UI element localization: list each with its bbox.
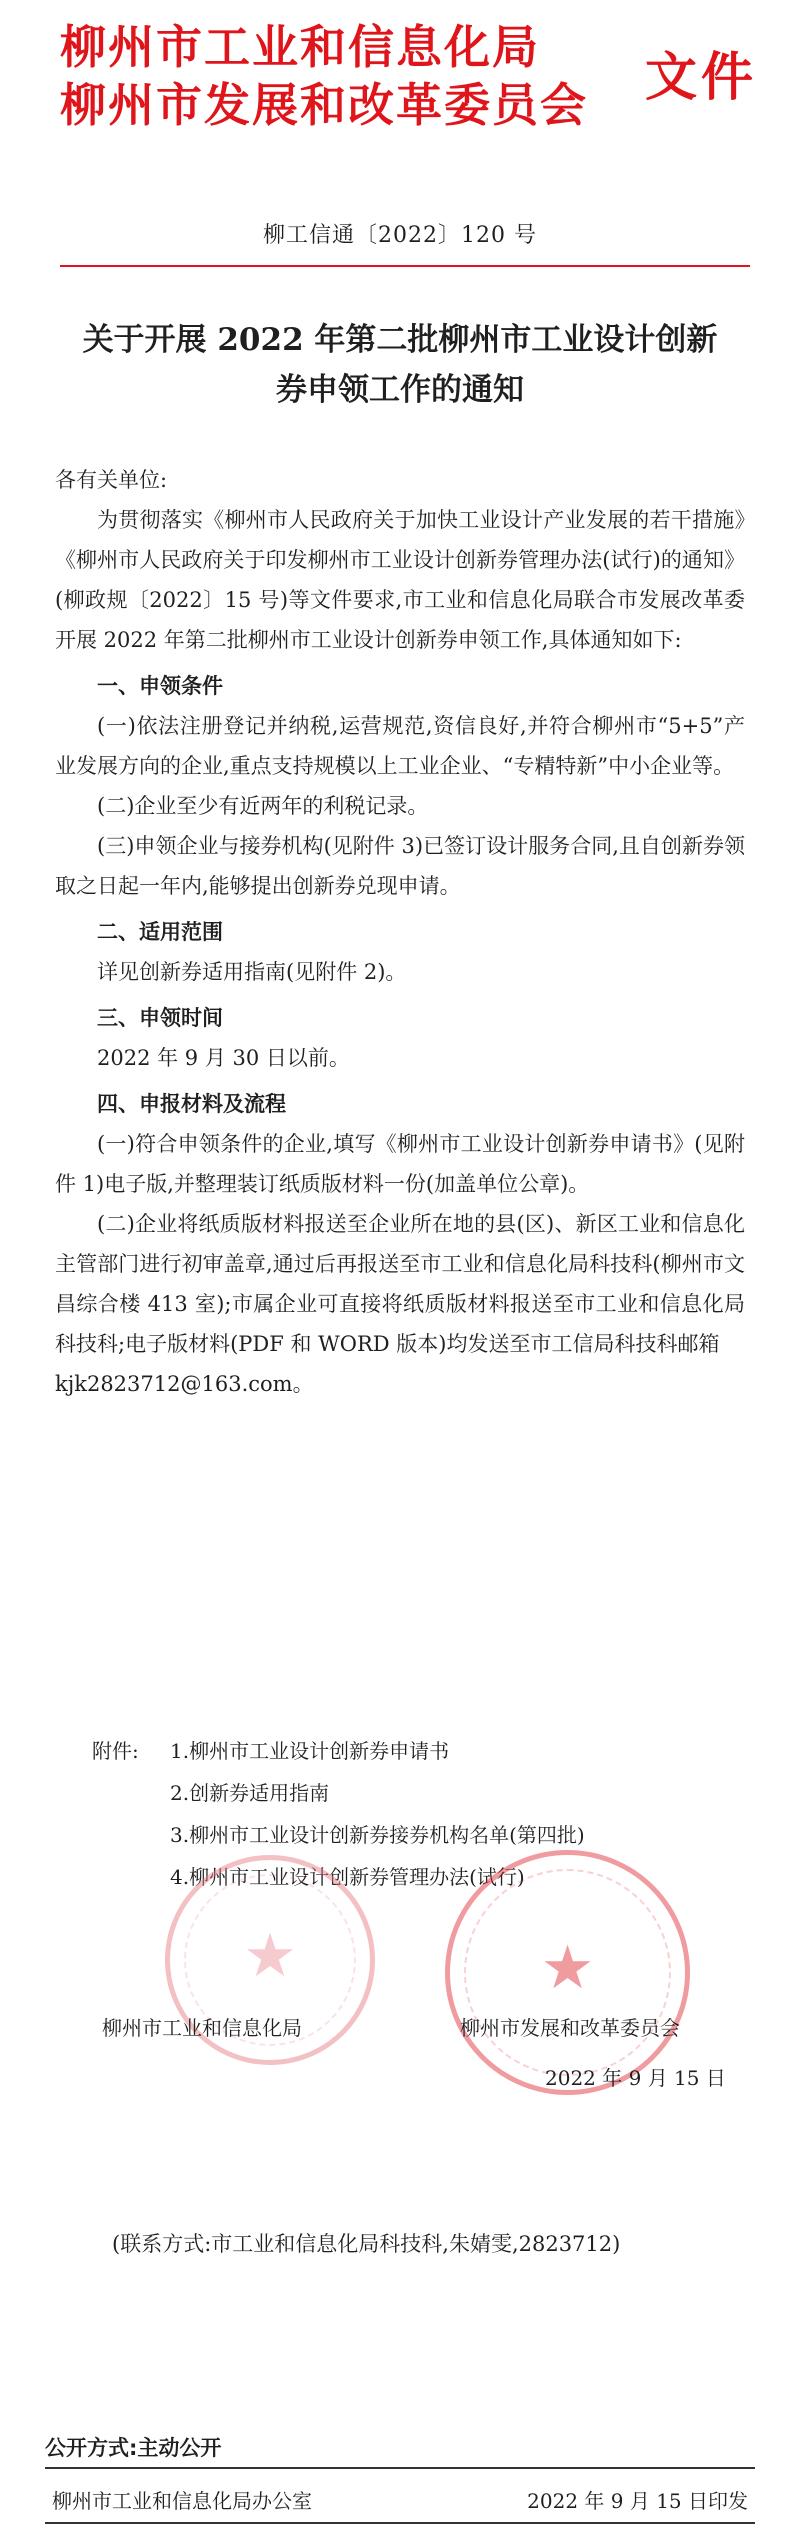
attachments-label: 附件: xyxy=(92,1739,139,1763)
document-number: 柳工信通〔2022〕120 号 xyxy=(263,223,537,248)
document-title: 关于开展 2022 年第二批柳州市工业设计创新券申领工作的通知 xyxy=(82,322,718,408)
attachment-item: 2.创新券适用指南 xyxy=(170,1781,330,1805)
official-seal-2 xyxy=(445,1850,690,2095)
contact-email: kjk2823712@163.com。 xyxy=(55,1372,314,1396)
signature-date: 2022 年 9 月 15 日 xyxy=(545,2066,726,2090)
document-suffix: 文件 xyxy=(645,47,758,108)
section-3-item-1: 2022 年 9 月 30 日以前。 xyxy=(97,1046,350,1070)
publish-mode: 公开方式:主动公开 xyxy=(45,2436,222,2460)
contact-info: (联系方式:市工业和信息化局科技科,朱婧雯,2823712) xyxy=(112,2232,621,2256)
attachment-item xyxy=(92,1730,585,1772)
section-2-heading: 二、适用范围 xyxy=(97,920,223,944)
attachment-item: 3.柳州市工业设计创新券接券机构名单(第四批) xyxy=(170,1823,585,1847)
star-icon: ★ xyxy=(540,1932,595,2003)
print-date: 2022 年 9 月 15 日印发 xyxy=(527,2489,748,2513)
section-1-heading: 一、申领条件 xyxy=(97,674,223,698)
document-body xyxy=(55,460,745,1404)
signature-org-2: 柳州市发展和改革委员会 xyxy=(460,2016,680,2040)
salutation: 各有关单位: xyxy=(55,468,168,492)
issuer-line-2: 柳州市发展和改革委员会 xyxy=(60,78,588,132)
section-4-heading: 四、申报材料及流程 xyxy=(97,1092,286,1116)
intro-paragraph: 为贯彻落实《柳州市人民政府关于加快工业设计产业发展的若干措施》《柳州市人民政府关于印发柳州市工业设计创新券管理办法(试行)的通知》(柳政规〔2022〕15 号)等文件要求,市工业和信息化局联合市发展改革委开展 2022 年第二批柳州市工业设计创新券申领工作,具体通知如下: xyxy=(55,508,745,652)
section-2-item-1: 详见创新券适用指南(见附件 2)。 xyxy=(97,960,407,984)
signature-org-1: 柳州市工业和信息化局 xyxy=(102,2016,302,2040)
star-icon: ★ xyxy=(243,1921,297,1991)
issuing-office: 柳州市工业和信息化局办公室 xyxy=(52,2489,312,2513)
section-1-item-2: (二)企业至少有近两年的利税记录。 xyxy=(97,794,429,818)
footer-divider-top xyxy=(45,2467,755,2469)
document-header xyxy=(60,18,760,138)
attachment-item: 4.柳州市工业设计创新券管理办法(试行) xyxy=(170,1865,525,1889)
footer-divider-bottom xyxy=(45,2522,755,2524)
section-1-item-1: (一)依法注册登记并纳税,运营规范,资信良好,并符合柳州市“5+5”产业发展方向的企业,重点支持规模以上工业企业、“专精特新”中小企业等。 xyxy=(55,714,745,778)
attachment-text: 1.柳州市工业设计创新券申请书 xyxy=(170,1739,450,1763)
header-divider xyxy=(60,265,750,267)
issuer-line-1: 柳州市工业和信息化局 xyxy=(60,20,540,74)
section-4-item-1: (一)符合申领条件的企业,填写《柳州市工业设计创新券申请书》(见附件 1)电子版,并整理装订纸质版材料一份(加盖单位公章)。 xyxy=(55,1132,745,1196)
section-3-heading: 三、申领时间 xyxy=(97,1006,223,1030)
section-1-item-3: (三)申领企业与接券机构(见附件 3)已签订设计服务合同,且自创新券领取之日起一年内,能够提出创新券兑现申请。 xyxy=(55,834,745,898)
section-4-item-2: (二)企业将纸质版材料报送至企业所在地的县(区)、新区工业和信息化主管部门进行初审盖章,通过后再报送至市工业和信息化局科技科(柳州市文昌综合楼 413 室);市属企业可直接将纸质版材料报送至市工业和信息化局科技科;电子版材料(PDF 和 WORD 版本)均发送至市工信局科技科邮箱 xyxy=(55,1212,745,1356)
